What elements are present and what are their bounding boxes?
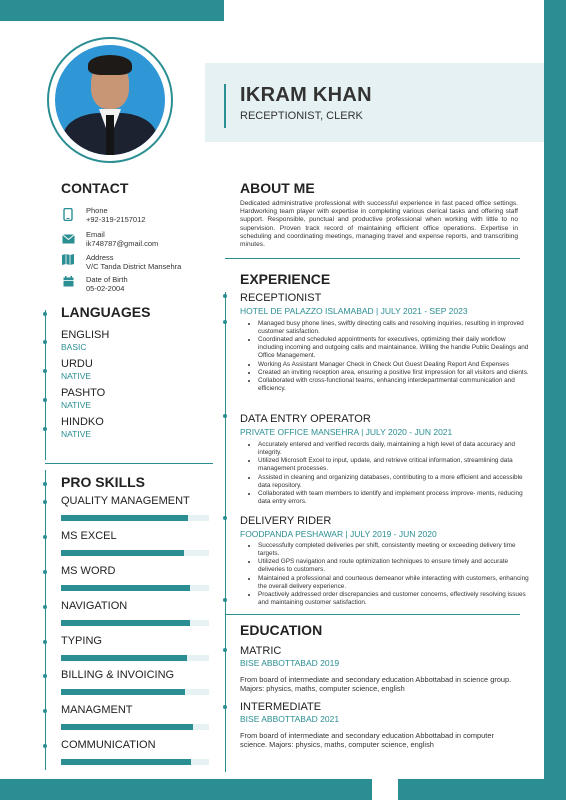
education-text: From board of intermediate and secondary education Abbottabad in computer science. Majors: physics, maths, computer science, english bbox=[240, 731, 494, 750]
language-level: NATIVE bbox=[61, 371, 92, 381]
map-icon bbox=[62, 254, 74, 266]
timeline-dot bbox=[43, 427, 47, 431]
job-bullet: • Assisted in cleaning and organizing databases, contributing to a more efficient and accessible data repository. bbox=[258, 474, 530, 490]
language-level: BASIC bbox=[61, 342, 87, 352]
timeline-dot bbox=[43, 605, 47, 609]
timeline-dot bbox=[43, 640, 47, 644]
language-level: NATIVE bbox=[61, 429, 92, 439]
timeline-dot bbox=[43, 340, 47, 344]
right-accent-bar bbox=[544, 0, 566, 800]
skill-bar bbox=[61, 620, 209, 626]
profile-photo bbox=[55, 45, 165, 155]
language-name: PASHTO bbox=[61, 387, 106, 399]
contact-dob-value: 05-02-2004 bbox=[86, 284, 125, 293]
languages-heading: LANGUAGES bbox=[61, 304, 151, 320]
skill-name: QUALITY MANAGEMENT bbox=[61, 495, 190, 507]
timeline-dot bbox=[43, 744, 47, 748]
bottom-accent-bar-right bbox=[398, 779, 544, 800]
skills-timeline bbox=[45, 470, 46, 770]
skill-bar-fill bbox=[61, 585, 190, 591]
timeline-dot bbox=[223, 516, 227, 520]
languages-timeline bbox=[45, 310, 46, 460]
timeline-dot bbox=[43, 674, 47, 678]
job-bullet: • Collaborated with cross-functional teams, enhancing interdepartmental communication and efficiency. bbox=[258, 377, 530, 393]
timeline-dot bbox=[43, 570, 47, 574]
phone-icon bbox=[62, 208, 74, 220]
skill-name: BILLING & INVOICING bbox=[61, 669, 175, 681]
skill-name: TYPING bbox=[61, 635, 102, 647]
job-bullet: • Coordinated and scheduled appointments for executives, optimizing their daily workflow including incoming and outgoing calls and maintainance. Willing the handle Public Dealings and Office Management. bbox=[258, 336, 530, 360]
timeline-dot bbox=[223, 414, 227, 418]
skill-bar bbox=[61, 655, 209, 661]
calendar-icon bbox=[62, 276, 74, 288]
timeline-dot bbox=[223, 320, 227, 324]
experience-timeline bbox=[225, 292, 226, 772]
education-title: MATRIC bbox=[240, 645, 282, 657]
skill-bar bbox=[61, 689, 209, 695]
education-title: INTERMEDIATE bbox=[240, 701, 322, 713]
job-bullet: • Utilized GPS navigation and route optimization techniques to ensure timely and accurate deliveries to customers. bbox=[258, 558, 530, 574]
job-title: DATA ENTRY OPERATOR bbox=[240, 413, 371, 425]
skill-bar bbox=[61, 759, 209, 765]
job-bullets bbox=[246, 320, 530, 394]
skill-bar-fill bbox=[61, 550, 184, 556]
job-bullets bbox=[246, 542, 530, 607]
language-level: NATIVE bbox=[61, 400, 92, 410]
skill-bar bbox=[61, 724, 209, 730]
language-name: HINDKO bbox=[61, 416, 104, 428]
job-bullet: • Proactively addressed order discrepancies and customer concerns, effectively resolving issues and maintaining customer satisfaction. bbox=[258, 591, 530, 607]
skill-bar-fill bbox=[61, 759, 191, 765]
language-name: URDU bbox=[61, 358, 93, 370]
contact-email-label: Email bbox=[86, 230, 105, 239]
skill-bar bbox=[61, 515, 209, 521]
experience-heading: EXPERIENCE bbox=[240, 271, 331, 287]
job-bullet: • Utilized Microsoft Excel to input, update, and retrieve critical information, streamlining data management processes. bbox=[258, 457, 530, 473]
timeline-dot bbox=[43, 312, 47, 316]
skill-name: COMMUNICATION bbox=[61, 739, 156, 751]
timeline-dot bbox=[43, 500, 47, 504]
job-org: HOTEL DE PALAZZO ISLAMABAD | JULY 2021 - SEP 2023 bbox=[240, 306, 468, 316]
skill-bar-fill bbox=[61, 620, 190, 626]
education-text: From board of intermediate and secondary education Abbottabad in science group. Majors: physics, maths, computer science, english bbox=[240, 675, 512, 694]
contact-address-label: Address bbox=[86, 253, 114, 262]
bottom-accent-bar bbox=[0, 779, 372, 800]
contact-phone-label: Phone bbox=[86, 206, 108, 215]
skill-bar-fill bbox=[61, 724, 193, 730]
person-title: RECEPTIONIST, CLERK bbox=[240, 110, 363, 122]
timeline-dot bbox=[43, 369, 47, 373]
job-org: FOODPANDA PESHAWAR | JULY 2019 - JUN 2020 bbox=[240, 529, 437, 539]
job-bullet: • Working As Assistant Manager Check in Check Out Guest Dealing Report And Expenses bbox=[258, 361, 530, 369]
timeline-dot bbox=[43, 398, 47, 402]
timeline-dot bbox=[223, 705, 227, 709]
skill-name: MANAGMENT bbox=[61, 704, 133, 716]
timeline-dot bbox=[43, 482, 47, 486]
timeline-dot bbox=[223, 648, 227, 652]
mail-icon bbox=[62, 234, 74, 246]
job-org: PRIVATE OFFICE MANSEHRA | JULY 2020 - JUN 2021 bbox=[240, 427, 453, 437]
profile-photo-frame bbox=[47, 37, 173, 163]
skill-name: NAVIGATION bbox=[61, 600, 128, 612]
skill-bar-fill bbox=[61, 689, 185, 695]
contact-dob-label: Date of Birth bbox=[86, 275, 128, 284]
job-bullet: • Accurately entered and verified records daily, maintaining a high level of data accuracy and integrity. bbox=[258, 441, 530, 457]
contact-phone-value: +92-319-2157012 bbox=[86, 215, 146, 224]
section-divider bbox=[45, 463, 213, 464]
about-text: Dedicated administrative professional with successful experience in fast paced office settings. Hardworking team player with expertise in completing various clerical tasks and offering staff support. Responsible, punctual and productive professional when working with little to no supervision. Proven track record of maintaining efficient office operations. Expertise in scheduling and coordinating meetings, managing travel and expense reports, and transcribing minutes. bbox=[240, 200, 518, 249]
job-bullet: • Created an inviting reception area, ensuring a positive first impression for all visitors and clients. bbox=[258, 369, 530, 377]
skill-bar bbox=[61, 585, 209, 591]
skill-name: MS WORD bbox=[61, 565, 116, 577]
job-bullet: • Maintained a professional and courteous demeanor while interacting with customers, enhancing the overall delivery experience. bbox=[258, 575, 530, 591]
job-title: RECEPTIONIST bbox=[240, 292, 322, 304]
skill-bar bbox=[61, 550, 209, 556]
top-accent-bar bbox=[0, 0, 224, 21]
timeline-dot bbox=[223, 294, 227, 298]
timeline-dot bbox=[43, 535, 47, 539]
language-name: ENGLISH bbox=[61, 329, 110, 341]
job-bullet: • Collaborated with team members to identify and implement process improve- ments, reducing data entry errors. bbox=[258, 490, 530, 506]
skill-bar-fill bbox=[61, 515, 188, 521]
skill-name: MS EXCEL bbox=[61, 530, 117, 542]
about-heading: ABOUT ME bbox=[240, 180, 315, 196]
contact-address-value: V/C Tanda District Mansehra bbox=[86, 262, 182, 271]
timeline-dot bbox=[223, 598, 227, 602]
job-bullets bbox=[246, 441, 530, 506]
skill-bar-fill bbox=[61, 655, 187, 661]
job-bullet: • Managed busy phone lines, swiftly directing calls and resolving inquiries, resulting in improved customer satisfaction. bbox=[258, 320, 530, 336]
timeline-dot bbox=[43, 709, 47, 713]
skills-heading: PRO SKILLS bbox=[61, 474, 146, 490]
job-bullet: • Successfully completed deliveries per shift, consistently meeting or exceeding delivery time targets. bbox=[258, 542, 530, 558]
job-title: DELIVERY RIDER bbox=[240, 515, 332, 527]
education-heading: EDUCATION bbox=[240, 622, 323, 638]
section-divider bbox=[225, 258, 520, 259]
name-divider bbox=[224, 84, 226, 128]
contact-email-value: ik748787@gmail.com bbox=[86, 239, 159, 248]
contact-heading: CONTACT bbox=[61, 180, 129, 196]
section-divider bbox=[225, 614, 520, 615]
education-org: BISE ABBOTTABAD 2021 bbox=[240, 714, 340, 724]
person-name: IKRAM KHAN bbox=[240, 84, 372, 106]
education-org: BISE ABBOTTABAD 2019 bbox=[240, 658, 340, 668]
